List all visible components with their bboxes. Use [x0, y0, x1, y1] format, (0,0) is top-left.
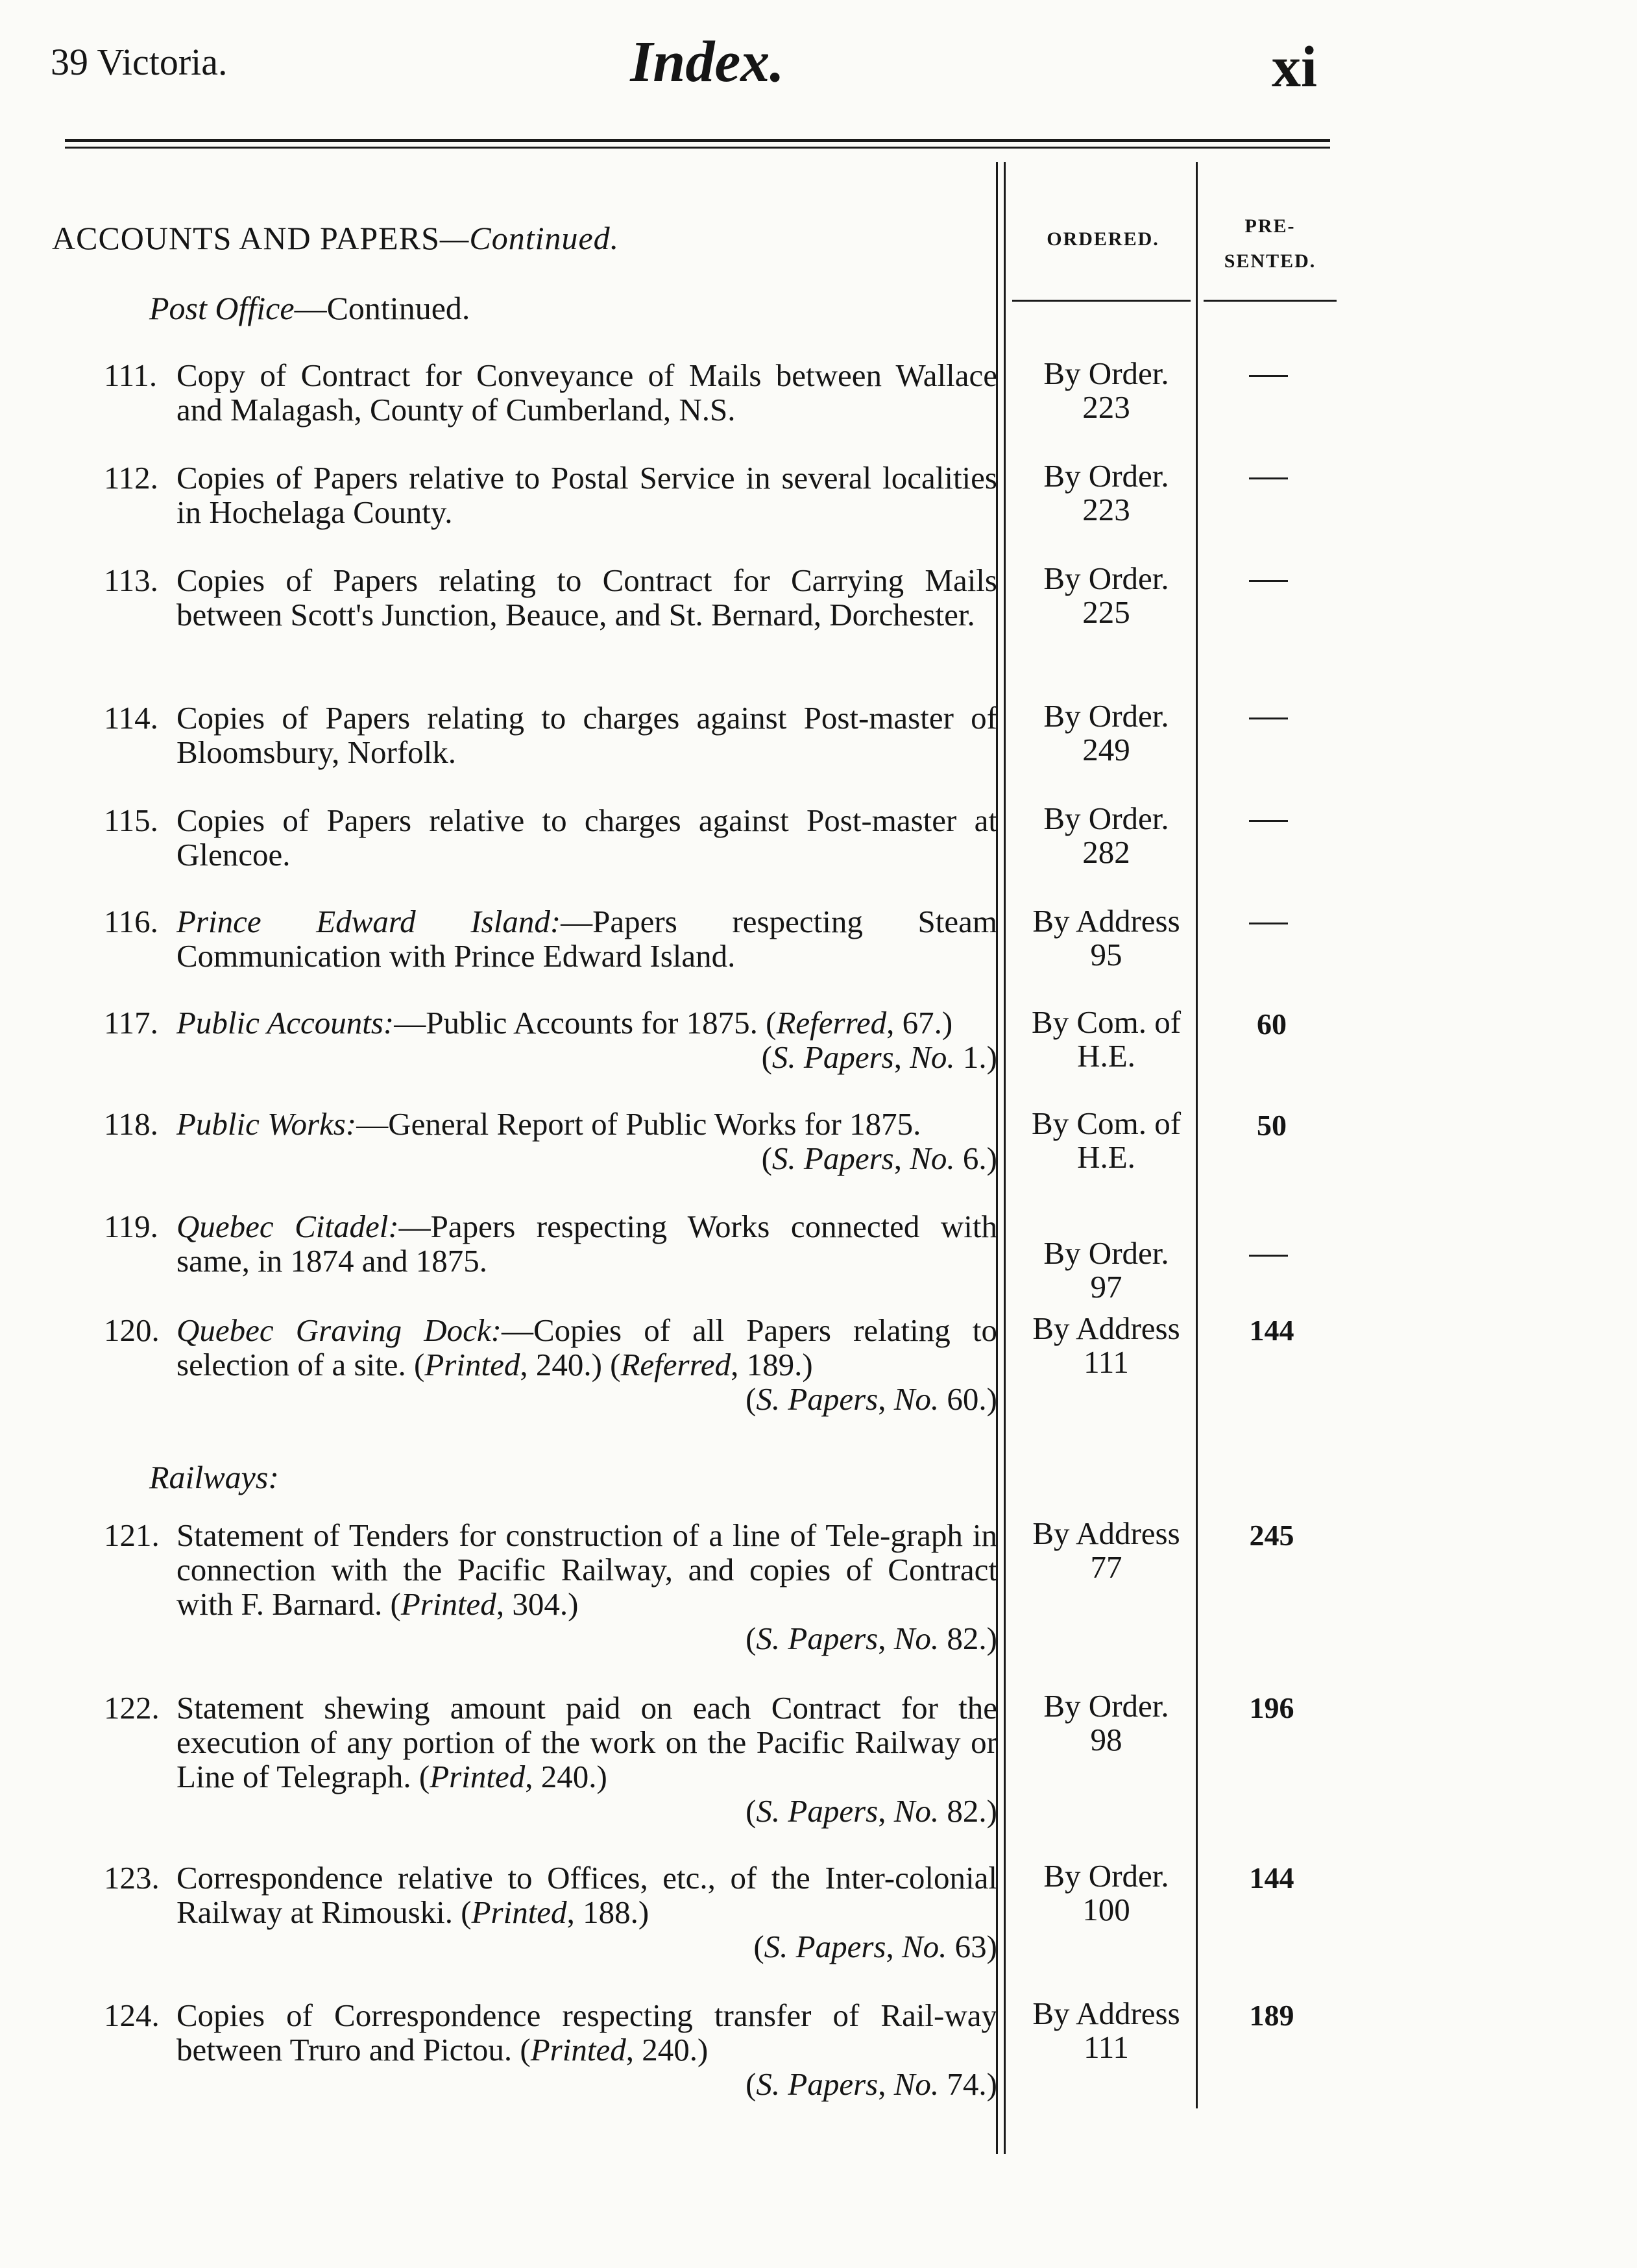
- entry-ordered-by: By Com. of: [1031, 1105, 1182, 1141]
- entry-text: [176, 1691, 997, 1828]
- entry-number: 114.: [104, 700, 158, 736]
- entry-ordered-by: By Order.: [1043, 356, 1169, 391]
- entry-number: 113.: [104, 562, 158, 598]
- entry-text: [176, 563, 997, 632]
- entry-ordered-page: 223: [1082, 492, 1130, 527]
- entry-ordered-by: By Order.: [1043, 561, 1169, 596]
- entry-number: 123.: [104, 1860, 160, 1896]
- entry-text: [176, 1209, 997, 1278]
- entry-number: 122.: [104, 1690, 160, 1726]
- entry-topic: Public Works:: [176, 1106, 357, 1142]
- entry-presented-page: 144: [1249, 1861, 1294, 1894]
- entry-ordered: [1012, 1312, 1200, 1379]
- entry-sessional-paper-ref: (S. Papers, No. 1.): [761, 1039, 997, 1075]
- entry-text: [176, 358, 997, 427]
- subhead-post-office-label: Post Office: [149, 290, 295, 326]
- entry-ordered-by: By Com. of: [1031, 1004, 1182, 1040]
- entry-number: 119.: [104, 1209, 158, 1244]
- subhead-railways: [149, 1458, 279, 1496]
- entry-presented-page: 189: [1249, 1999, 1294, 2032]
- entry-description: —Papers respecting Works connected with same, in 1874 and 1875.: [176, 1209, 997, 1279]
- entry-number: 111.: [104, 357, 158, 393]
- entry-ordered-page: 100: [1082, 1892, 1130, 1927]
- entry-ordered-by: By Order.: [1043, 1858, 1169, 1894]
- entry-presented-dash: [1249, 718, 1288, 719]
- entry-sessional-paper-ref: (S. Papers, No. 60.): [746, 1381, 997, 1417]
- running-head-left: 39 Victoria.: [51, 41, 228, 83]
- entry-text: [176, 803, 997, 872]
- entry-description: Copies of Papers relative to charges against Post-master at Glencoe.: [176, 802, 997, 873]
- entry-ordered: [1012, 1237, 1200, 1304]
- column-head-rule-1: [1012, 300, 1191, 302]
- column-divider-2: [1004, 162, 1006, 2154]
- entry-description: Copy of Contract for Conveyance of Mails between Wallace and Malagash, County of Cumberland, N.S.: [176, 357, 997, 428]
- page-number: xi: [1272, 35, 1318, 99]
- entry-presented-dash: [1249, 1255, 1288, 1257]
- entry-number: 116.: [104, 904, 158, 939]
- entry-sessional-paper-ref: (S. Papers, No. 63): [753, 1929, 997, 1964]
- entry-text: [176, 1998, 997, 2101]
- entry-topic: Public Accounts:: [176, 1005, 394, 1041]
- entry-ordered: [1012, 1517, 1200, 1584]
- entry-text: [176, 904, 997, 973]
- entry-text: [176, 1518, 997, 1656]
- entry-ordered-page: 282: [1082, 834, 1130, 870]
- entry-sessional-paper-ref: (S. Papers, No. 74.): [746, 2066, 997, 2102]
- entry-ordered: [1012, 699, 1200, 767]
- entry-number: 118.: [104, 1106, 158, 1142]
- entry-sessional-paper-ref: (S. Papers, No. 82.): [746, 1621, 997, 1656]
- entry-ordered-page: 111: [1084, 2029, 1129, 2065]
- header-rule-top: [65, 139, 1330, 142]
- entry-ordered-by: By Order.: [1043, 458, 1169, 494]
- entry-ordered-page: 98: [1090, 1722, 1122, 1757]
- entry-topic: Quebec Citadel:: [176, 1209, 399, 1244]
- entry-ordered: [1012, 1859, 1200, 1927]
- entry-text: [176, 1861, 997, 1964]
- entry-number: 117.: [104, 1005, 158, 1041]
- entry-ordered-by: By Order.: [1043, 698, 1169, 734]
- entry-description: —Copies of all Papers relating to selection of a site. (Printed, 240.) (Referred, 189.): [176, 1312, 998, 1382]
- entry-description: Statement shewing amount paid on each Contract for the execution of any portion of the work on the Pacific Railway or Line of Telegraph. (Printed, 240.): [176, 1690, 997, 1794]
- entry-ordered-page: 97: [1090, 1269, 1122, 1305]
- running-head-title: Index.: [630, 30, 784, 94]
- entry-presented-page: 245: [1249, 1519, 1294, 1552]
- section-title: [52, 219, 619, 257]
- entry-ordered-page: 223: [1082, 389, 1130, 425]
- entry-description: —Public Accounts for 1875. (Referred, 67.): [394, 1005, 953, 1041]
- entry-ordered-page: H.E.: [1077, 1038, 1135, 1074]
- entry-ordered: [1012, 802, 1200, 869]
- entry-presented-dash: [1249, 580, 1288, 582]
- entry-presented-page: 60: [1257, 1007, 1287, 1041]
- entry-ordered: [1012, 1997, 1200, 2064]
- column-header-presented-line2: SENTED.: [1224, 250, 1316, 272]
- entry-sessional-paper-ref: (S. Papers, No. 82.): [746, 1793, 997, 1829]
- section-title-continued: —Continued.: [439, 220, 620, 256]
- entry-ordered-page: 225: [1082, 594, 1130, 630]
- entry-ordered: [1012, 1107, 1200, 1174]
- entry-ordered-page: 95: [1090, 937, 1122, 972]
- entry-number: 112.: [104, 460, 158, 496]
- entry-sessional-paper-ref: (S. Papers, No. 6.): [761, 1140, 997, 1176]
- entry-number: 115.: [104, 802, 158, 838]
- entry-description: —General Report of Public Works for 1875.: [356, 1106, 921, 1142]
- column-header-ordered: ORDERED.: [1047, 228, 1159, 250]
- entry-description: Statement of Tenders for construction of a line of Tele-graph in connection with the Pacific Railway, and copies of Contract with F. Barnard. (Printed, 304.): [176, 1517, 997, 1622]
- entry-presented-dash: [1249, 923, 1288, 924]
- entry-ordered-by: By Address: [1032, 1515, 1180, 1551]
- entry-topic: Quebec Graving Dock:: [176, 1312, 502, 1348]
- entry-ordered: [1012, 357, 1200, 424]
- header-rule-bottom: [65, 147, 1330, 149]
- entry-ordered: [1012, 459, 1200, 527]
- entry-text: [176, 701, 997, 769]
- subhead-railways-label: Railways:: [149, 1459, 279, 1495]
- entry-number: 121.: [104, 1517, 160, 1553]
- entry-ordered-by: By Address: [1032, 1310, 1180, 1346]
- entry-ordered: [1012, 904, 1200, 972]
- entry-ordered: [1012, 562, 1200, 629]
- column-head-rule-2: [1204, 300, 1337, 302]
- entry-presented-page: 50: [1257, 1109, 1287, 1142]
- entry-ordered-page: H.E.: [1077, 1139, 1135, 1175]
- entry-ordered: [1012, 1006, 1200, 1073]
- entry-text: [176, 461, 997, 529]
- entry-presented-dash: [1249, 820, 1288, 822]
- entry-number: 124.: [104, 1997, 160, 2033]
- entry-description: Correspondence relative to Offices, etc., of the Inter-colonial Railway at Rimouski. (Printed, 188.): [176, 1860, 997, 1930]
- column-header-presented: [1200, 209, 1340, 279]
- entry-presented-dash: [1249, 477, 1288, 479]
- entry-ordered-by: By Order.: [1043, 1688, 1169, 1724]
- entry-ordered-page: 249: [1082, 732, 1130, 767]
- column-header-presented-line1: PRE-: [1244, 215, 1296, 237]
- entry-text: [176, 1313, 997, 1416]
- entry-presented-page: 196: [1249, 1691, 1294, 1724]
- section-title-main: ACCOUNTS AND PAPERS: [52, 220, 440, 256]
- subhead-post-office: [149, 289, 470, 327]
- entry-ordered-page: 111: [1084, 1344, 1129, 1380]
- entry-text: [176, 1107, 997, 1176]
- entry-description: Copies of Papers relating to Contract for Carrying Mails between Scott's Junction, Beauce, and St. Bernard, Dorchester.: [176, 562, 997, 633]
- entry-ordered-page: 77: [1090, 1549, 1122, 1585]
- entry-description: Copies of Correspondence respecting transfer of Rail-way between Truro and Pictou. (Printed, 240.): [176, 1997, 997, 2068]
- entry-ordered-by: By Address: [1032, 903, 1180, 939]
- entry-number: 120.: [104, 1312, 160, 1348]
- entry-ordered-by: By Order.: [1043, 1235, 1169, 1271]
- entry-presented-page: 144: [1249, 1314, 1294, 1347]
- entry-description: Copies of Papers relative to Postal Service in several localities in Hochelaga County.: [176, 460, 997, 530]
- entry-text: [176, 1006, 997, 1074]
- entry-ordered: [1012, 1689, 1200, 1757]
- entry-description: Copies of Papers relating to charges against Post-master of Bloomsbury, Norfolk.: [176, 700, 997, 770]
- subhead-post-office-continued: —Continued.: [294, 290, 470, 326]
- entry-presented-dash: [1249, 375, 1288, 377]
- entry-ordered-by: By Order.: [1043, 801, 1169, 836]
- entry-topic: Prince Edward Island:: [176, 904, 561, 939]
- entry-ordered-by: By Address: [1032, 1996, 1180, 2031]
- entry-description: —Papers respecting Steam Communication with Prince Edward Island.: [176, 904, 997, 974]
